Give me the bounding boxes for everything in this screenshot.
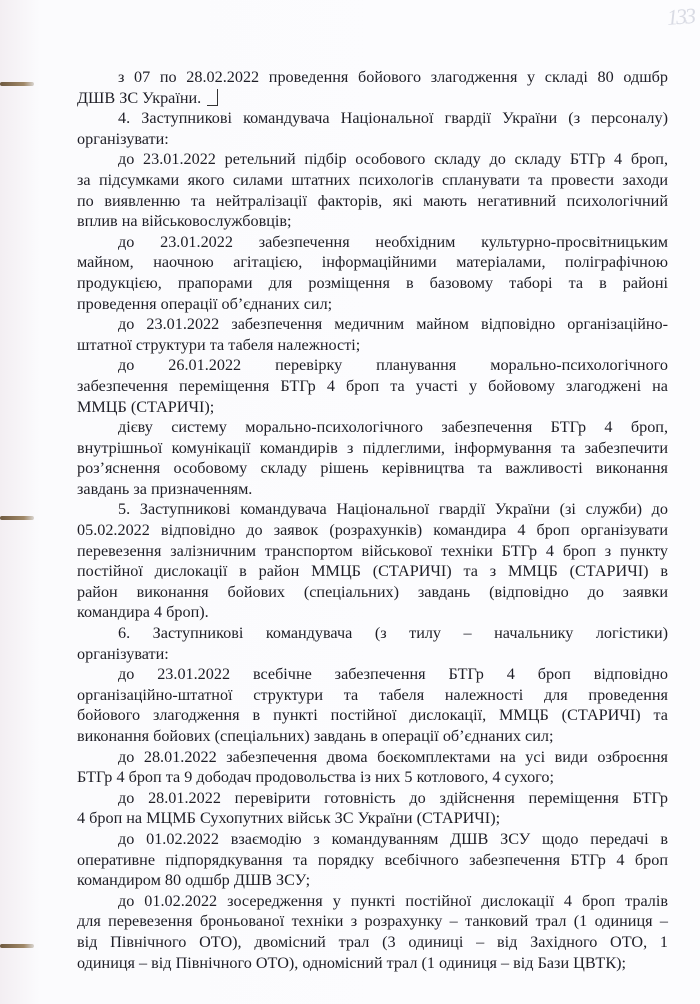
text-line: 5. Заступникові командувача Національної гвардії України (зі служби) до [118, 500, 668, 519]
handwritten-mark [207, 89, 218, 106]
text-line: завдань за призначенням. [77, 479, 253, 498]
paragraph-item-6 [77, 623, 668, 664]
text-line-content: ДШВ ЗС України. [77, 88, 202, 107]
text-line: проведення операції об’єднаних сил; [77, 294, 333, 313]
paragraph-training-period [77, 67, 668, 108]
text-line: до 23.01.2022 всебічне забезпечення БТГр 4 броп відповідно [118, 665, 668, 684]
text-line: для перевезення броньованої техніки з розрахунку – танковий трал (1 одиниця – [77, 912, 668, 931]
text-line: виконання бойових (спеціальних) завдань в операції об’єднаних сил; [77, 727, 554, 745]
text-line: до 01.02.2022 зосередження у пункті постійної дислокації 4 броп тралів [118, 891, 668, 910]
text-line: район виконання бойових (спеціальних) завдань (відповідно до заявки [77, 582, 668, 601]
text-line: по виявленню та нейтралізації факторів, які мають негативний психологічний [77, 191, 668, 210]
paragraph-medical-supply [77, 314, 668, 355]
paragraph-ammunition [77, 747, 668, 788]
text-line: організувати: [77, 129, 169, 148]
handwritten-page-number: 133 [666, 3, 695, 30]
text-line: внутрішньої комунікації командирів з підлеглими, інформування та забезпечити [77, 438, 668, 457]
text-line: до 23.01.2022 забезпечення необхідним культурно-просвітницьким [118, 232, 668, 251]
text-line: дієву систему морально-психологічного забезпечення БТГр 4 броп, [118, 418, 668, 437]
text-line: штатної структури та табеля належності; [77, 335, 361, 354]
text-line: вплив на військовослужбовців; [77, 212, 292, 231]
paragraph-trailers [77, 891, 668, 973]
text-line: 4 броп на МЦМБ Сухопутних військ ЗС України (СТАРИЧІ); [77, 809, 501, 828]
text-line: до 28.01.2022 забезпечення двома боєкомплектами на усі види озброєння [118, 747, 668, 766]
text-line: одиниця – від Північного ОТО), одномісний трал (1 одиниця – від Бази ЦВТК); [77, 953, 626, 972]
text-line: 6. Заступникові командувача (з тилу – начальнику логістики) [118, 624, 668, 643]
text-line: постійної дислокації в район ММЦБ (СТАРИЧІ) та з ММЦБ (СТАРИЧІ) в [77, 562, 668, 581]
text-line: до 23.01.2022 ретельний підбір особового складу до складу БТГр 4 броп, [118, 150, 668, 169]
text-line: бойового злагодження в пункті постійної дислокації, ММЦБ (СТАРИЧІ) та [77, 706, 668, 725]
document-body [77, 67, 668, 973]
binding-staple [0, 944, 34, 948]
text-line: до 28.01.2022 перевірити готовність до здійснення переміщення БТГр [118, 788, 668, 807]
binding-staple [0, 82, 34, 86]
text-line: з 07 по 28.02.2022 проведення бойового злагодження у складі 80 одшбр [118, 68, 668, 86]
paragraph-cultural-supply [77, 232, 668, 314]
text-line: оперативне підпорядкування та порядку всебічного забезпечення БТГр 4 броп [77, 850, 668, 869]
text-line: 05.02.2022 відповідно до заявок (розрахунків) командира 4 броп організувати [77, 521, 668, 540]
text-line: БТГр 4 броп та 9 дободач продовольства із них 5 котлового, 4 сухого; [77, 768, 554, 787]
paragraph-coordination [77, 829, 668, 891]
binding-staple [0, 516, 34, 520]
paragraph-comprehensive-support [77, 664, 668, 746]
paragraph-planning-check [77, 355, 668, 417]
text-line: командира 4 броп). [77, 603, 209, 622]
text-line: за підсумками якого силами штатних психологів спланувати та провести заходи [77, 170, 668, 189]
text-line: ММЦБ (СТАРИЧІ); [77, 397, 215, 416]
text-line: роз’яснення особовому складу рішень керівництва та важливості виконання [77, 459, 668, 478]
text-line [77, 88, 668, 109]
text-line: перевезення залізничним транспортом військової техніки БТГр 4 броп з пункту [77, 541, 668, 560]
paragraph-item-5 [77, 499, 668, 623]
paragraph-item-4 [77, 108, 668, 149]
text-line: командиром 80 одшбр ДШВ ЗСУ; [77, 871, 311, 890]
text-line: забезпечення переміщення БТГр 4 броп та участі у бойовому злагоджені на [77, 376, 668, 395]
text-line: 4. Заступникові командувача Національної гвардії України (з персоналу) [118, 109, 668, 128]
paragraph-readiness-check [77, 788, 668, 829]
text-line: до 01.02.2022 взаємодію з командуванням ДШВ ЗСУ щодо передачі в [118, 829, 668, 848]
paragraph-personnel-selection [77, 149, 668, 231]
text-line: організаційно-штатної структури та табеля належності для проведення [77, 685, 668, 704]
text-line: продукцією, прапорами для розміщення в базовому таборі та в районі [77, 273, 668, 292]
text-line: від Північного ОТО), двомісний трал (3 одиниці – від Західного ОТО, 1 [77, 932, 668, 951]
text-line: майном, наочною агітацією, інформаційними матеріалами, поліграфічною [77, 253, 668, 272]
text-line: до 26.01.2022 перевірку планування морально-психологічного [118, 356, 668, 375]
text-line: до 23.01.2022 забезпечення медичним майном відповідно організаційно- [118, 315, 668, 334]
text-line: організувати: [77, 644, 169, 663]
paragraph-moral-support [77, 417, 668, 499]
